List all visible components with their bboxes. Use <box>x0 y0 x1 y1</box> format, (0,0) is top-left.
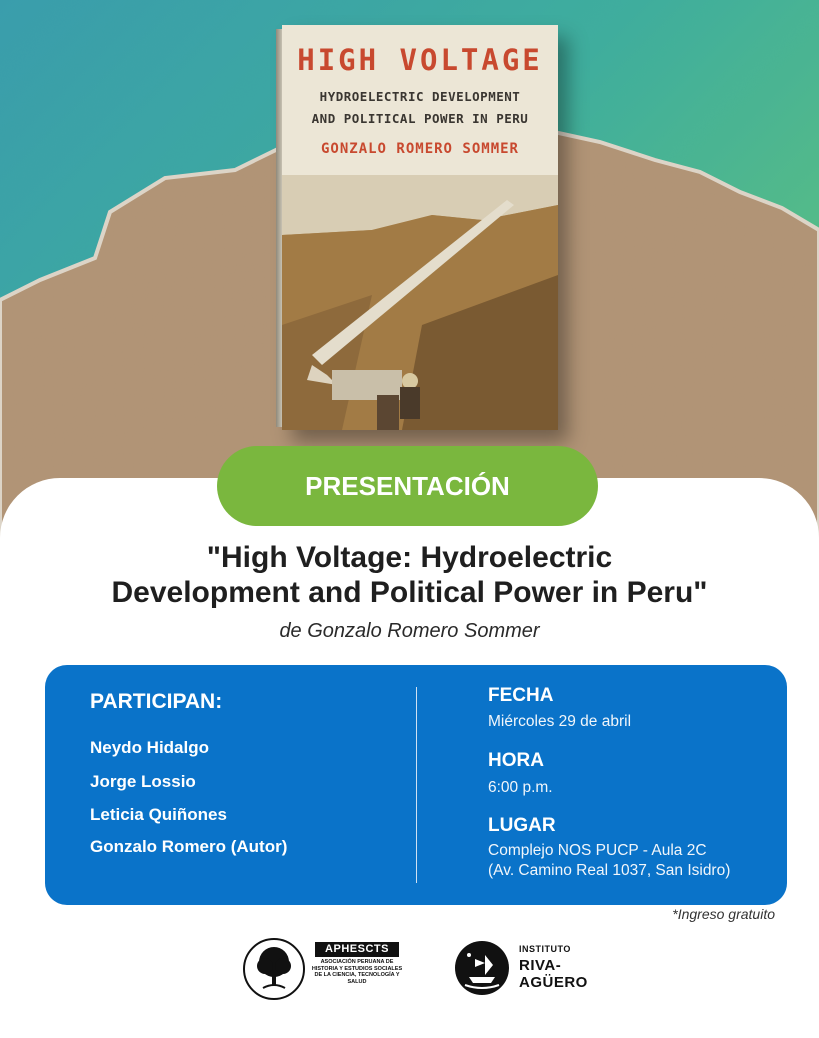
participant-name: Jorge Lossio <box>90 772 196 791</box>
event-title <box>0 540 819 610</box>
participant-name: Leticia Quiñones <box>90 805 227 824</box>
event-title-line2: Development and Political Power in Peru" <box>111 576 708 609</box>
participant-name: Neydo Hidalgo <box>90 738 210 757</box>
presentation-badge <box>217 446 598 526</box>
info-divider <box>416 687 417 883</box>
event-title-line1: "High Voltage: Hydroelectric <box>206 541 613 574</box>
book-cover-photo <box>282 175 558 430</box>
riva-aguero-logo <box>455 938 615 998</box>
apescts-logo <box>237 935 407 1000</box>
riva-aguero-name-line2: AGÜERO <box>519 974 588 991</box>
presentation-badge-label: PRESENTACIÓN <box>305 470 510 501</box>
event-byline: de Gonzalo Romero Sommer <box>279 620 540 642</box>
riva-aguero-institute-label: INSTITUTO <box>519 944 571 954</box>
date-value: Miércoles 29 de abril <box>488 713 632 730</box>
date-label: FECHA <box>488 685 554 706</box>
riva-aguero-name-line1: RIVA- <box>519 957 562 974</box>
book-author: GONZALO ROMERO SOMMER <box>320 141 519 157</box>
book-cover <box>282 25 558 430</box>
place-label: LUGAR <box>488 815 556 836</box>
book-subtitle-line1: HYDROELECTRIC DEVELOPMENT <box>319 89 521 104</box>
book-title: HIGH VOLTAGE <box>297 43 543 77</box>
time-value: 6:00 p.m. <box>488 779 553 796</box>
time-label: HORA <box>488 750 544 771</box>
place-line2: (Av. Camino Real 1037, San Isidro) <box>488 862 731 879</box>
place-line1: Complejo NOS PUCP - Aula 2C <box>488 842 707 859</box>
event-info-box <box>45 665 787 905</box>
book-subtitle-line2: AND POLITICAL POWER IN PERU <box>311 111 529 126</box>
ship-icon <box>455 941 509 995</box>
tree-icon <box>243 938 305 1000</box>
apescts-name: APHESCTS <box>315 942 399 957</box>
participants-heading: PARTICIPAN: <box>90 690 223 713</box>
free-entry-note: *Ingreso gratuito <box>672 906 775 922</box>
apescts-description: ASOCIACIÓN PERUANA DE HISTORIA Y ESTUDIOS SOCIALES DE LA CIENCIA, TECNOLOGÍA Y SALUD <box>311 959 403 985</box>
participant-name: Gonzalo Romero (Autor) <box>90 837 288 856</box>
